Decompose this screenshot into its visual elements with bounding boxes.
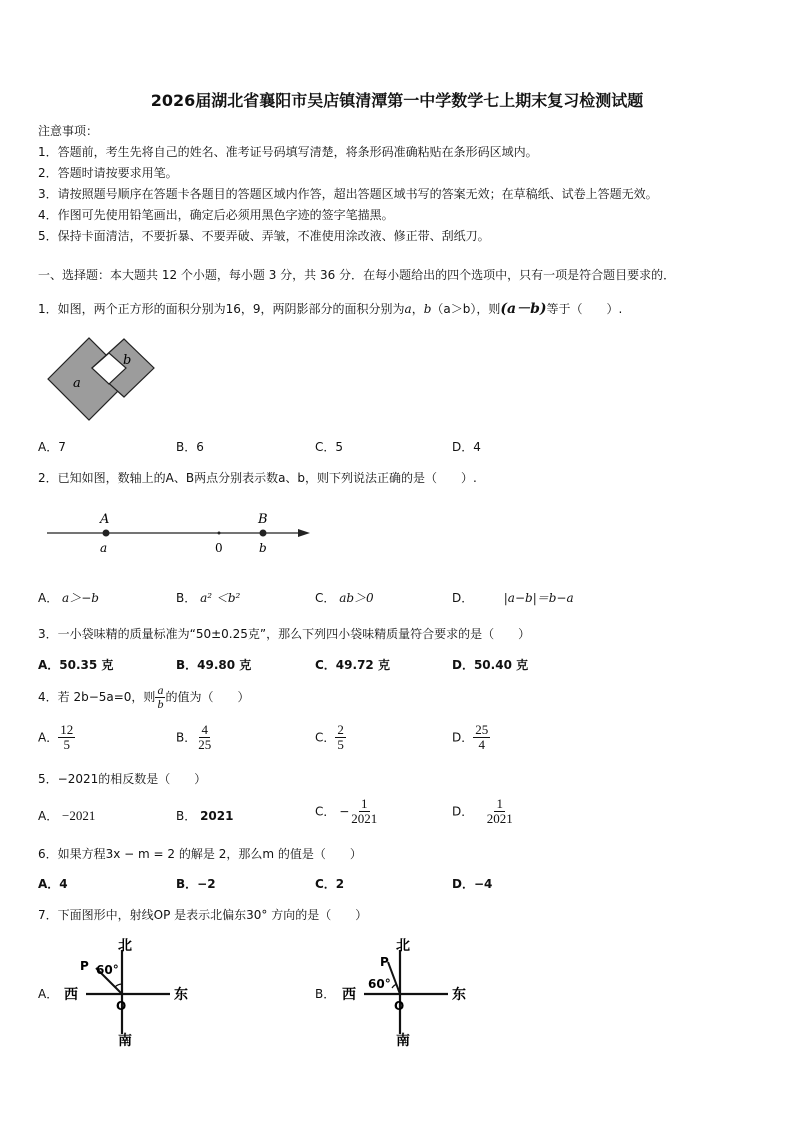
q3-option-c: C．49.72 克 <box>315 658 390 672</box>
question-4-stem: 4．若 2b−5a=0，则 $\frac{a}{b}$ 的值为（ ） <box>38 683 250 712</box>
q7-option-a-label: A． <box>38 987 59 1001</box>
svg-text:60°: 60° <box>368 977 391 991</box>
q4-option-a: A． $\frac{12}{5}$ <box>38 722 74 753</box>
svg-text:东: 东 <box>452 987 466 1003</box>
label-b: b <box>123 353 132 368</box>
q5-option-a: A． −2021 <box>38 808 96 823</box>
q3-option-b: B．49.80 克 <box>176 658 252 672</box>
svg-text:西: 西 <box>64 987 78 1003</box>
question-1-stem <box>38 298 622 318</box>
q1-stem-text: 1．如图，两个正方形的面积分别为16，9，两阴影部分的面积分别为 <box>38 302 405 316</box>
q4-option-d: D． $\frac{25}{4}$ <box>452 722 489 753</box>
svg-text:O: O <box>394 999 405 1013</box>
svg-text:O: O <box>116 999 127 1013</box>
q4-option-b: B． $\frac{4}{25}$ <box>176 722 212 753</box>
notice-item: 2．答题时请按要求用笔。 <box>38 166 178 180</box>
notice-item: 5．保持卡面清洁，不要折暴、不要弄破、弄皱，不准使用涂改液、修正带、刮纸刀。 <box>38 229 490 243</box>
q4-option-c: C． $\frac{2}{5}$ <box>315 722 344 753</box>
question-3-stem: 3．一小袋味精的质量标准为“50±0.25克”，那么下列四小袋味精质量符合要求的是（ ） <box>38 627 531 641</box>
q6-option-b: B．−2 <box>176 877 216 891</box>
q1-option-d: D．4 <box>452 440 481 454</box>
point-a-label: A <box>100 512 110 527</box>
q5-option-b: B． 2021 <box>176 809 234 823</box>
q1-option-a: A．7 <box>38 440 66 454</box>
q1-expression: (a－b) <box>500 301 547 317</box>
svg-text:北: 北 <box>118 938 132 954</box>
q1-option-b: B．6 <box>176 440 204 454</box>
q5-option-c: C． − $\frac{1}{2021}$ <box>315 796 378 827</box>
notice-item: 3．请按照题号顺序在答题卡各题目的答题区域内作答，超出答题区域书写的答案无效；在草稿纸、试卷上答题无效。 <box>38 187 658 201</box>
notice-item: 1．答题前，考生先将自己的姓名、准考证号码填写清楚，将条形码准确粘贴在条形码区域内。 <box>38 145 538 159</box>
q7-compass-b <box>340 938 480 1048</box>
q1-figure <box>44 335 156 417</box>
svg-text:南: 南 <box>118 1033 132 1049</box>
q1-var-a: a <box>404 302 412 316</box>
point-b-label: B <box>258 512 268 527</box>
notice-heading: 注意事项： <box>38 124 99 138</box>
svg-text:60°: 60° <box>96 963 119 977</box>
question-7-stem: 7．下面图形中，射线OP 是表示北偏东30° 方向的是（ ） <box>38 908 368 922</box>
q7-option-b-label: B． <box>315 987 336 1001</box>
zero-label: 0 <box>215 541 223 555</box>
q1-sep: ， <box>411 302 424 316</box>
q6-option-c: C．2 <box>315 877 345 891</box>
question-2-stem: 2．已知如图，数轴上的A、B两点分别表示数a、b，则下列说法正确的是（ ）. <box>38 471 477 485</box>
svg-text:P: P <box>380 955 389 969</box>
q6-option-a: A．4 <box>38 877 68 891</box>
value-a-label: a <box>100 541 108 555</box>
notice-item: 4．作图可先使用铅笔画出，确定后必须用黑色字迹的签字笔描黑。 <box>38 208 394 222</box>
label-a: a <box>73 376 81 391</box>
q3-option-a: A．50.35 克 <box>38 658 114 672</box>
q2-option-b: B． a² ＜b² <box>176 591 241 605</box>
question-6-stem: 6．如果方程3x − m = 2 的解是 2，那么m 的值是（ ） <box>38 847 362 861</box>
q3-option-d: D．50.40 克 <box>452 658 529 672</box>
q2-option-d: D． |a−b|＝b−a <box>452 591 574 605</box>
svg-text:西: 西 <box>342 987 356 1003</box>
q6-option-d: D．−4 <box>452 877 493 891</box>
svg-text:东: 东 <box>174 987 188 1003</box>
question-5-stem: 5．−2021的相反数是（ ） <box>38 772 207 786</box>
q2-option-a: A． a＞−b <box>38 591 99 605</box>
page-title: 2026届湖北省襄阳市吴店镇清潭第一中学数学七上期末复习检测试题 <box>150 91 644 110</box>
q1-stem-end: 等于（ ）. <box>546 302 623 316</box>
q2-option-c: C． ab＞0 <box>315 591 374 605</box>
q1-var-b: b <box>423 302 432 316</box>
section-heading: 一、选择题：本大题共 12 个小题，每小题 3 分，共 36 分．在每小题给出的四个选项中，只有一项是符合题目要求的． <box>38 268 676 282</box>
q7-compass-a <box>62 938 202 1048</box>
svg-text:北: 北 <box>396 938 410 954</box>
svg-text:南: 南 <box>396 1033 410 1049</box>
q1-option-c: C．5 <box>315 440 344 454</box>
q5-option-d: D． $\frac{1}{2021}$ <box>452 796 513 827</box>
value-b-label: b <box>259 541 267 555</box>
svg-text:P: P <box>80 959 89 973</box>
q2-number-line <box>44 506 314 558</box>
q1-condition: （a＞b），则 <box>431 302 501 316</box>
